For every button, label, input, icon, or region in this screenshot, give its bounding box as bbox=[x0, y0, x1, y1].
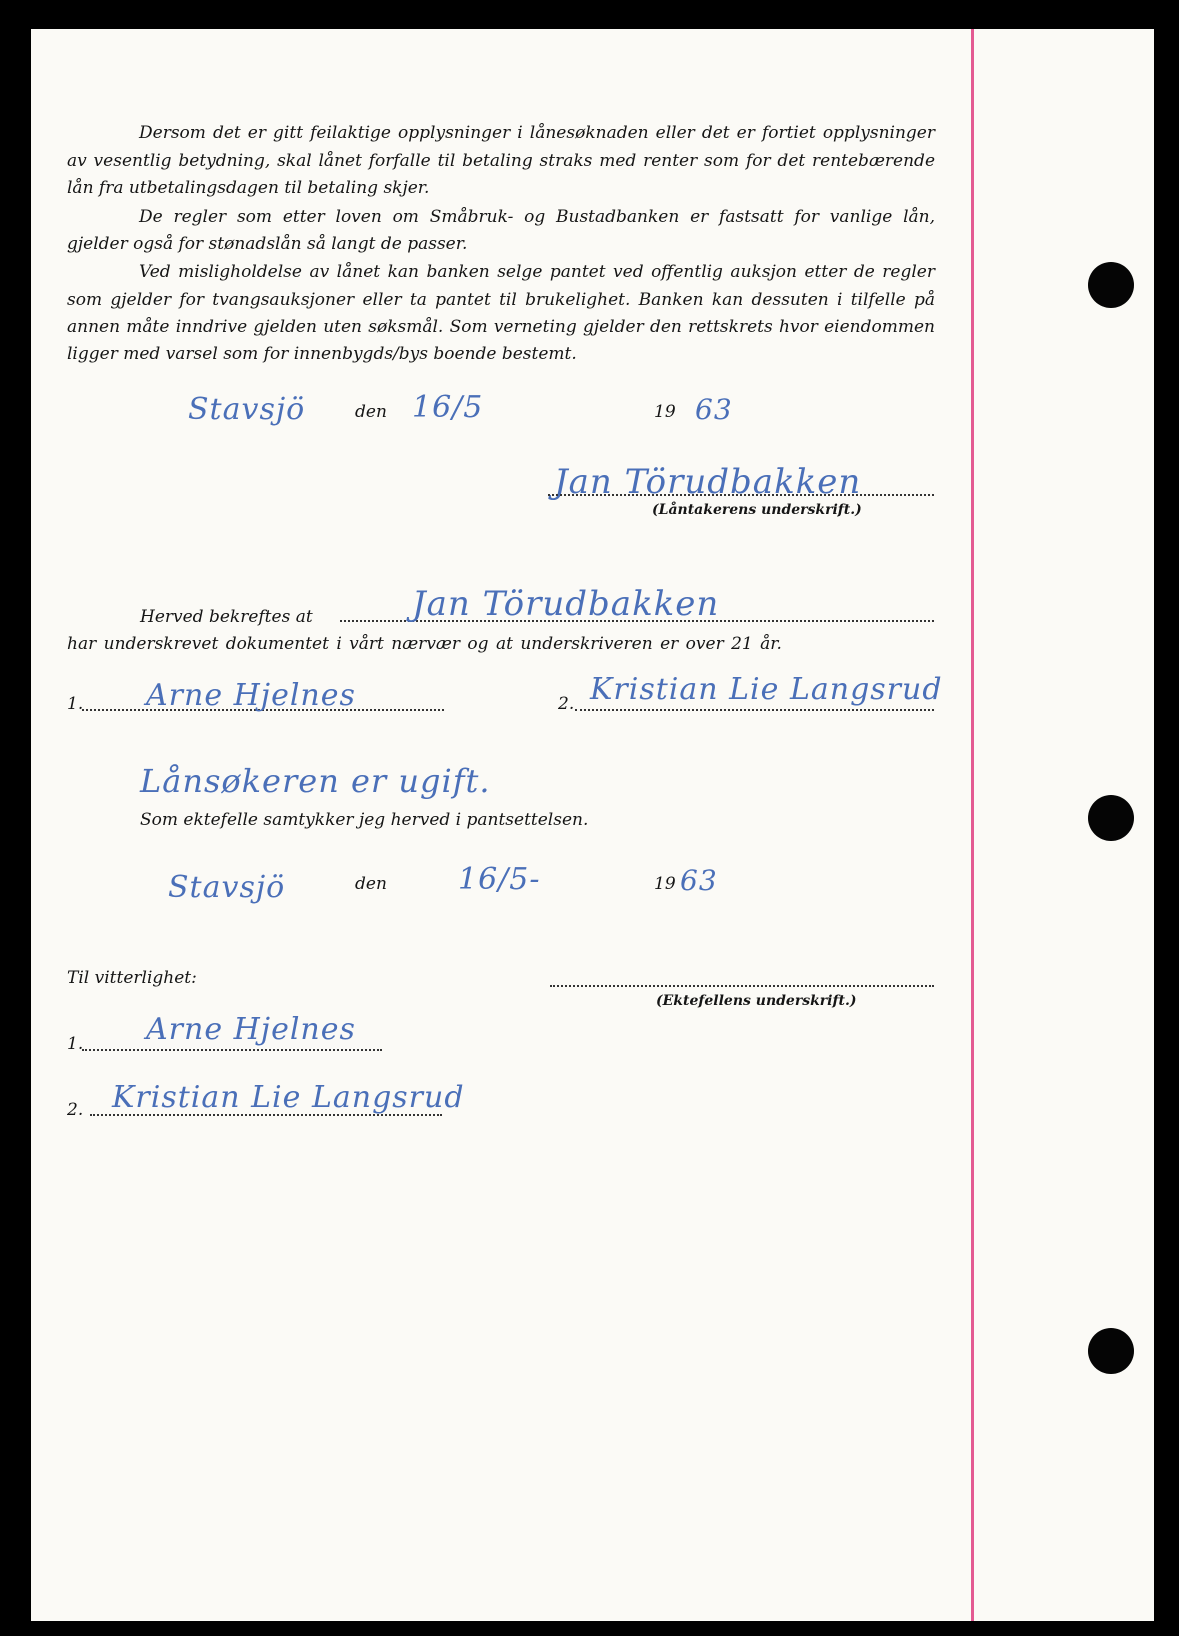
witness-number: 1. bbox=[67, 694, 84, 714]
witness-1-signature: Arne Hjelnes bbox=[146, 678, 356, 713]
spouse-signature-line bbox=[550, 985, 934, 987]
place-handwritten: Stavsjö bbox=[188, 392, 306, 427]
margin-line bbox=[971, 29, 974, 1621]
witness-number: 1. bbox=[67, 1034, 84, 1054]
confirmed-name-handwritten: Jan Törudbakken bbox=[412, 584, 720, 624]
witness-1-line-bottom bbox=[82, 1049, 382, 1051]
confirmation-lead: Herved bekreftes at bbox=[140, 607, 313, 627]
place-handwritten-2: Stavsjö bbox=[168, 870, 286, 905]
witness-1-signature-bottom: Arne Hjelnes bbox=[146, 1012, 356, 1047]
witness-number: 2. bbox=[67, 1100, 84, 1120]
den-label: den bbox=[355, 402, 387, 422]
punch-hole-middle bbox=[1088, 795, 1134, 841]
confirmation-text: har underskrevet dokumentet i vårt nærvær og at underskriveren er over 21 år. bbox=[67, 634, 782, 654]
body-line: annen måte inndrive gjelden uten søksmål. Som verneting gjelder den rettskrets hvor eiendommen bbox=[67, 317, 935, 337]
date-handwritten-2: 16/5- bbox=[458, 862, 541, 897]
handwritten-note: Lånsøkeren er ugift. bbox=[140, 762, 491, 800]
borrower-caption: (Låntakerens underskrift.) bbox=[652, 502, 862, 518]
year-handwritten-2: 63 bbox=[680, 864, 718, 897]
borrower-signature-line bbox=[548, 494, 934, 496]
body-line: ligger med varsel som for innenbygds/bys boende bestemt. bbox=[67, 344, 577, 364]
spouse-caption: (Ektefellens underskrift.) bbox=[656, 993, 857, 1009]
date-handwritten: 16/5 bbox=[412, 390, 484, 425]
punch-hole-bottom bbox=[1088, 1328, 1134, 1374]
year-prefix: 19 bbox=[654, 402, 676, 422]
witness-2-signature-bottom: Kristian Lie Langsrud bbox=[112, 1080, 465, 1115]
body-line: Ved misligholdelse av lånet kan banken selge pantet ved offentlig auksjon etter de regler bbox=[139, 262, 935, 282]
body-line: gjelder også for stønadslån så langt de passer. bbox=[67, 234, 468, 254]
body-line: Dersom det er gitt feilaktige opplysninger i lånesøknaden eller det er fortiet opplysninger bbox=[139, 123, 935, 143]
body-line: De regler som etter loven om Småbruk- og Bustadbanken er fastsatt for vanlige lån, bbox=[139, 207, 935, 227]
witness-number: 2. bbox=[558, 694, 575, 714]
year-handwritten: 63 bbox=[695, 393, 733, 426]
den-label-2: den bbox=[355, 874, 387, 894]
witness-2-line bbox=[575, 709, 934, 711]
body-line: som gjelder for tvangsauksjoner eller ta pantet til brukelighet. Banken kan dessuten i tilfelle på bbox=[67, 290, 935, 310]
witness-heading: Til vitterlighet: bbox=[67, 968, 197, 988]
spouse-consent: Som ektefelle samtykker jeg herved i pantsettelsen. bbox=[140, 810, 589, 830]
body-line: lån fra utbetalingsdagen til betaling skjer. bbox=[67, 178, 430, 198]
year-prefix-2: 19 bbox=[654, 874, 676, 894]
witness-2-signature: Kristian Lie Langsrud bbox=[590, 672, 943, 707]
borrower-signature: Jan Törudbakken bbox=[554, 462, 862, 502]
punch-hole-top bbox=[1088, 262, 1134, 308]
body-line: av vesentlig betydning, skal lånet forfalle til betaling straks med renter som for det rentebærende bbox=[67, 151, 935, 171]
